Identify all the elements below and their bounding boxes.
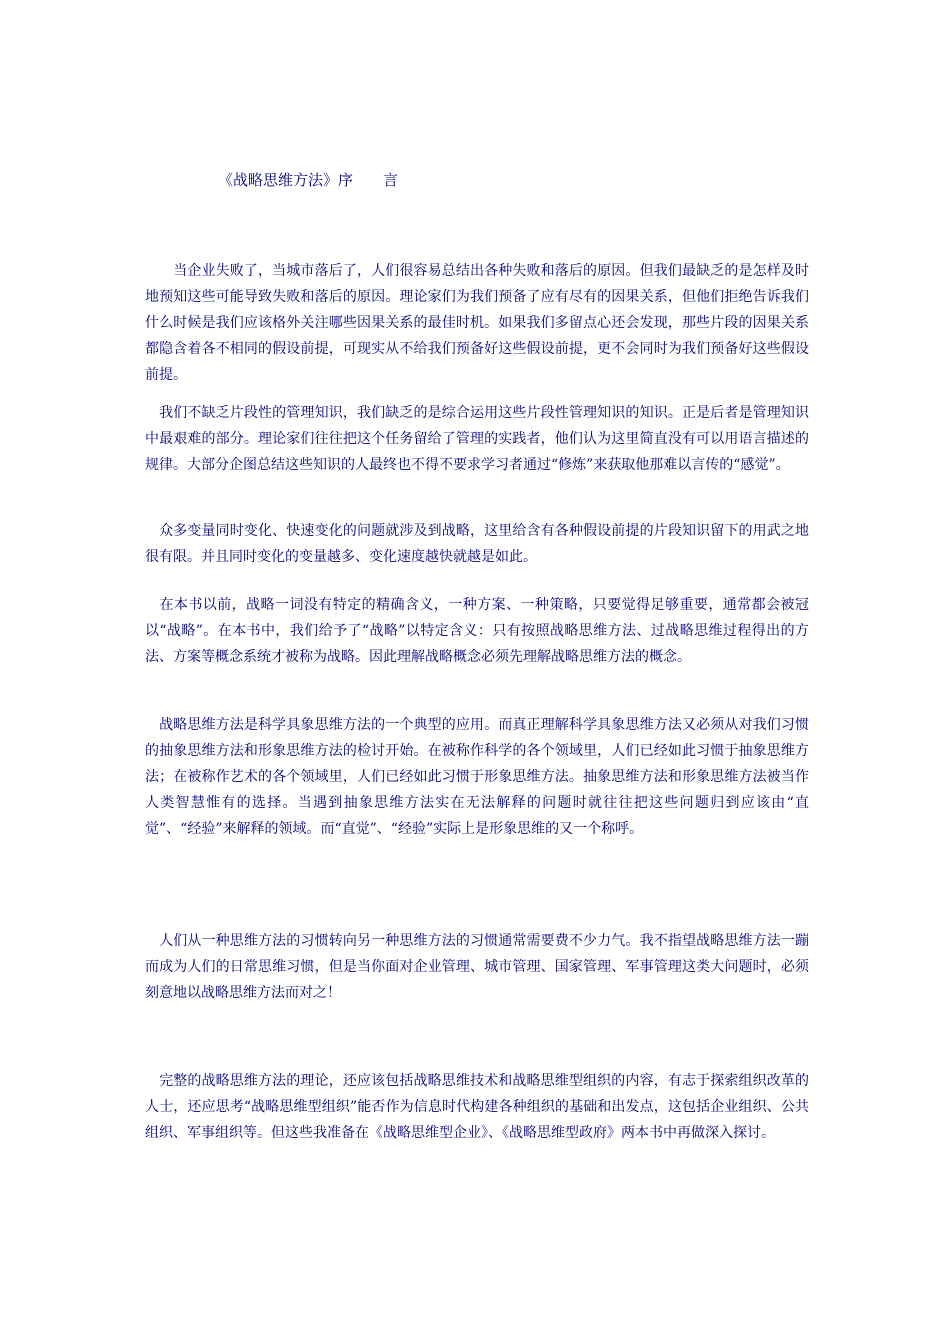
document-title: 《战略思维方法》序 言 xyxy=(218,171,399,189)
paragraph-3: 众多变量同时变化、快速变化的问题就涉及到战略，这里给含有各种假设前提的片段知识留下的用武之地很有限。并且同时变化的变量越多、变化速度越快就越是如此。 xyxy=(145,523,809,565)
paragraph-5: 战略思维方法是科学具象思维方法的一个典型的应用。而真正理解科学具象思维方法又必须从对我们习惯的抽象思维方法和形象思维方法的检讨开始。在被称作科学的各个领域里，人们已经如此习惯于抽象思维方法；在被称作艺术的各个领域里，人们已经如此习惯于形象思维方法。抽象思维方法和形象思维方法被当作人类智慧惟有的选择。当遇到抽象思维方法实在无法解释的问题时就往往把这些问题归到应该由“直觉”、“经验”来解释的领域。而“直觉”、“经验”实际上是形象思维的又一个称呼。 xyxy=(145,717,809,837)
paragraph-7: 完整的战略思维方法的理论，还应该包括战略思维技术和战略思维型组织的内容，有志于探索组织改革的人士，还应思考“战略思维型组织”能否作为信息时代构建各种组织的基础和出发点，这包括企业组织、公共组织、军事组织等。但这些我准备在《战略思维型企业》、《战略思维型政府》两本书中再做深入探讨。 xyxy=(145,1073,809,1141)
paragraph-4: 在本书以前，战略一词没有特定的精确含义，一种方案、一种策略，只要觉得足够重要，通常都会被冠以“战略”。在本书中，我们给予了“战略”以特定含义：只有按照战略思维方法、过战略思维过程得出的方法、方案等概念系统才被称为战略。因此理解战略概念必须先理解战略思维方法的概念。 xyxy=(145,597,809,665)
paragraph-1: 当企业失败了，当城市落后了，人们很容易总结出各种失败和落后的原因。但我们最缺乏的是怎样及时地预知这些可能导致失败和落后的原因。理论家们为我们预备了应有尽有的因果关系，但他们拒绝告诉我们什么时候是我们应该格外关注哪些因果关系的最佳时机。如果我们多留点心还会发现，那些片段的因果关系都隐含着各不相同的假设前提，可现实从不给我们预备好这些假设前提，更不会同时为我们预备好这些假设前提。 xyxy=(145,263,809,383)
paragraph-2: 我们不缺乏片段性的管理知识，我们缺乏的是综合运用这些片段性管理知识的知识。正是后者是管理知识中最艰难的部分。理论家们往往把这个任务留给了管理的实践者，他们认为这里简直没有可以用语言描述的规律。大部分企图总结这些知识的人最终也不得不要求学习者通过“修炼”来获取他那难以言传的“感觉”。 xyxy=(145,405,809,473)
paragraph-6: 人们从一种思维方法的习惯转向另一种思维方法的习惯通常需要费不少力气。我不指望战略思维方法一蹦而成为人们的日常思维习惯，但是当你面对企业管理、城市管理、国家管理、军事管理这类大问题时，必须刻意地以战略思维方法而对之！ xyxy=(145,933,809,1001)
